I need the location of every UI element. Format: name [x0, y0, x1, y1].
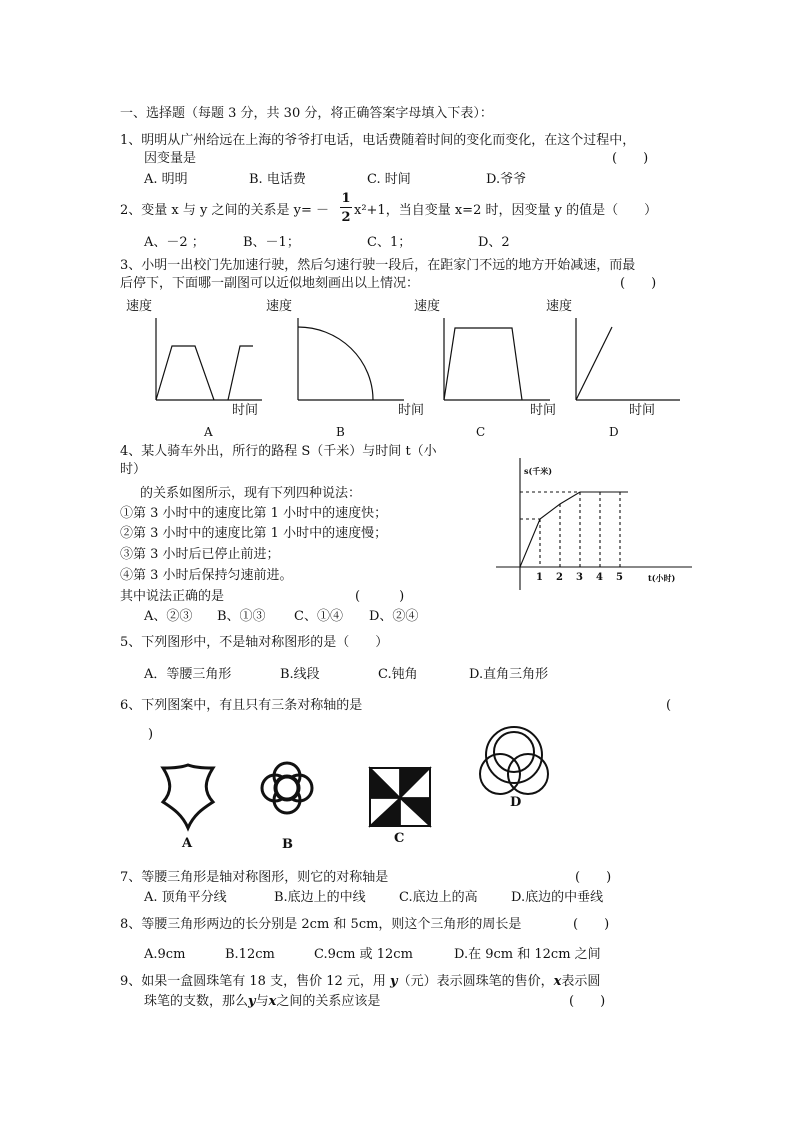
q4-tick-3: 3	[576, 572, 583, 583]
q6-label-b: B	[282, 837, 293, 852]
q6-label-d: D	[510, 795, 522, 810]
q2-stem-post: x²+1，当自变量 x=2 时，因变量 y 的值是（ ）	[354, 203, 658, 218]
q3-label-b: B	[336, 425, 345, 439]
q7-option-c[interactable]: C.底边上的高	[399, 890, 478, 905]
q4-option-d[interactable]: D、②④	[369, 609, 419, 624]
q8-option-c[interactable]: C.9cm 或 12cm	[314, 947, 413, 962]
q7-answer-paren[interactable]: ( )	[575, 870, 612, 885]
q9-line1-b: （元）表示圆珠笔的售价，	[397, 974, 554, 989]
q9-line1-c: 表示圆	[561, 974, 601, 989]
q4-statement-3: ③第 3 小时后已停止前进；	[120, 547, 280, 562]
q5-option-d[interactable]: D.直角三角形	[469, 667, 549, 682]
q2-option-a[interactable]: A、－2 ；	[144, 235, 205, 250]
q2-fraction-numerator: 1	[341, 191, 351, 206]
q3-line2: 后停下，下面哪一副图可以近似地刻画出以上情况：	[120, 276, 420, 291]
q3-label-d: D	[609, 425, 619, 439]
q4-line2: 时）	[120, 462, 147, 477]
q3-graph-b-ylabel: 速度	[266, 299, 293, 314]
q2-fraction-denominator: 2	[341, 210, 351, 225]
q6-paren-close[interactable]: )	[148, 727, 154, 742]
q1-answer-paren[interactable]: ( )	[612, 151, 649, 166]
q4-statement-2: ②第 3 小时中的速度比第 1 小时中的速度慢；	[120, 526, 388, 541]
q3-graph-a-xlabel: 时间	[232, 403, 259, 418]
q3-graph-d-ylabel: 速度	[546, 299, 573, 314]
q9-line2-var-y: y	[248, 994, 256, 1009]
q7-line1: 7、等腰三角形是轴对称图形，则它的对称轴是	[120, 870, 389, 885]
q1-option-c[interactable]: C. 时间	[367, 172, 411, 187]
q6-line1: 6、下列图案中，有且只有三条对称轴的是	[120, 698, 363, 713]
q4-ask: 其中说法正确的是	[120, 589, 225, 604]
q1-line1: 1、明明从广州给远在上海的爷爷打电话，电话费随着时间的变化而变化，在这个过程中，	[120, 133, 636, 148]
q3-graph-b-xlabel: 时间	[398, 403, 425, 418]
q7-option-d[interactable]: D.底边的中垂线	[511, 890, 604, 905]
q2-option-d[interactable]: D、2	[478, 235, 510, 250]
q3-label-a: A	[204, 425, 213, 439]
q3-label-c: C	[476, 425, 486, 439]
q8-answer-paren[interactable]: ( )	[573, 917, 610, 932]
q1-line2: 因变量是	[144, 151, 197, 166]
q4-tick-4: 4	[596, 572, 603, 583]
q2-option-b[interactable]: B、－1；	[243, 235, 300, 250]
q9-line2-c: 之间的关系应该是	[276, 994, 381, 1009]
q5-option-c[interactable]: C.钝角	[378, 667, 418, 682]
q9-var-x: x	[553, 974, 562, 989]
q6-label-a: A	[182, 836, 193, 851]
q9-line2-var-x: x	[268, 994, 277, 1009]
q7-option-a[interactable]: A. 顶角平分线	[144, 890, 227, 905]
q4-graph-ylabel: s(千米)	[524, 466, 553, 476]
q1-option-a[interactable]: A. 明明	[144, 172, 188, 187]
q5-option-b[interactable]: B.线段	[280, 667, 320, 682]
q2-stem-pre: 2、变量 x 与 y 之间的关系是 y= －	[120, 203, 329, 218]
q7-option-b[interactable]: B.底边上的中线	[274, 890, 366, 905]
q4-option-c[interactable]: C、①④	[294, 609, 343, 624]
section-title: 一、选择题（每题 3 分，共 30 分，将正确答案字母填入下表）：	[120, 106, 493, 121]
q3-answer-paren[interactable]: ( )	[620, 276, 657, 291]
q5-option-a[interactable]: A．等腰三角形	[144, 667, 232, 682]
q9-line2	[144, 994, 380, 1010]
q1-option-d[interactable]: D.爷爷	[486, 172, 527, 187]
q4-tick-5: 5	[616, 572, 623, 583]
q3-line1: 3、小明一出校门先加速行驶，然后匀速行驶一段后，在距家门不远的地方开始减速，而最	[120, 258, 636, 273]
q9-var-y: y	[390, 974, 398, 989]
q4-option-a[interactable]: A、②③	[144, 609, 193, 624]
q2-option-c[interactable]: C、1；	[367, 235, 412, 250]
q4-statement-4: ④第 3 小时后保持匀速前进。	[120, 568, 293, 583]
q9-line2-a: 珠笔的支数，那么	[144, 994, 249, 1009]
q3-graph-c-ylabel: 速度	[414, 299, 441, 314]
q8-option-b[interactable]: B.12cm	[225, 947, 275, 962]
q8-option-d[interactable]: D.在 9cm 和 12cm 之间	[454, 947, 601, 962]
q3-graph-a-ylabel: 速度	[126, 299, 153, 314]
q8-option-a[interactable]: A.9cm	[144, 947, 186, 962]
q4-option-b[interactable]: B、①③	[217, 609, 266, 624]
q9-line2-b: 与	[255, 994, 269, 1009]
q8-line1: 8、等腰三角形两边的长分别是 2cm 和 5cm，则这个三角形的周长是	[120, 917, 522, 932]
q9-line1-a: 9、如果一盒圆珠笔有 18 支，售价 12 元，用	[120, 974, 391, 989]
q4-line1: 4、某人骑车外出，所行的路程 S（千米）与时间 t（小	[120, 444, 437, 459]
q6-paren-open[interactable]: (	[666, 698, 672, 713]
q9-line1	[120, 974, 600, 990]
q4-tick-1: 1	[536, 572, 543, 583]
q4-tick-2: 2	[556, 572, 563, 583]
q4-line3: 的关系如图所示，现有下列四种说法：	[140, 486, 362, 501]
q9-answer-paren[interactable]: ( )	[569, 994, 606, 1009]
q4-statement-1: ①第 3 小时中的速度比第 1 小时中的速度快；	[120, 506, 388, 521]
q4-graph-xlabel: t(小时)	[648, 573, 676, 583]
q5-line1: 5、下列图形中，不是轴对称图形的是（ ）	[120, 635, 389, 650]
q3-graph-d-xlabel: 时间	[629, 403, 656, 418]
q4-answer-paren[interactable]: ( )	[355, 589, 405, 604]
q1-option-b[interactable]: B. 电话费	[249, 172, 306, 187]
q6-label-c: C	[394, 831, 405, 846]
q3-graph-c-xlabel: 时间	[530, 403, 557, 418]
